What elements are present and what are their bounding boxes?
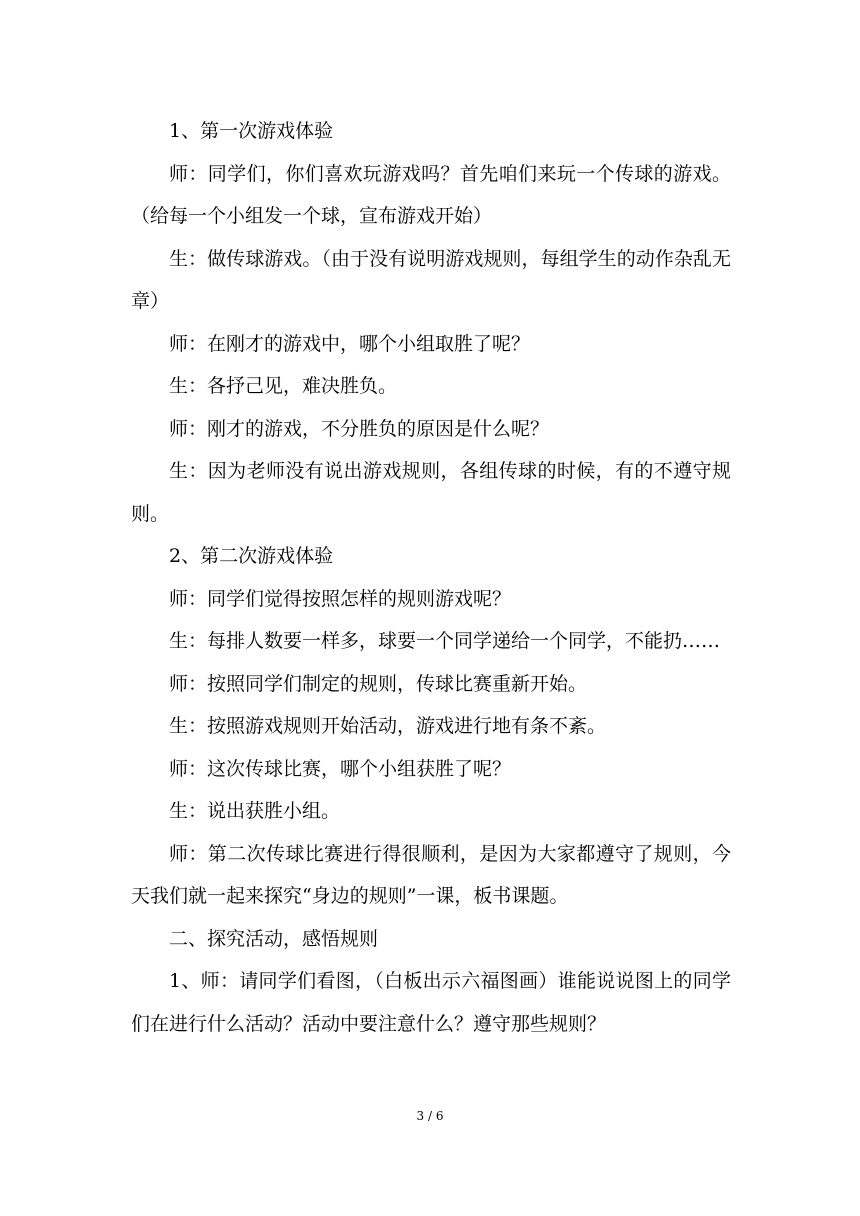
paragraph: 师：按照同学们制定的规则，传球比赛重新开始。 xyxy=(169,672,588,695)
paragraph: 师：同学们，你们喜欢玩游戏吗？首先咱们来玩一个传球的游戏。（给每一个小组发一个球，宣布游戏开始） xyxy=(131,162,731,227)
paragraph: 生：按照游戏规则开始活动，游戏进行地有条不紊。 xyxy=(169,715,607,737)
paragraph: 生：各抒己见，难决胜负。 xyxy=(169,375,398,397)
paragraph: 师：第二次传球比赛进行得很顺利，是因为大家都遵守了规则，今天我们就一起来探究“身边的规则”一课，板书课题。 xyxy=(131,842,731,907)
section-heading-explore: 二、探究活动，感悟规则 xyxy=(169,927,379,950)
paragraph: 师：这次传球比赛，哪个小组获胜了呢？ xyxy=(169,757,512,780)
paragraph: 师：在刚才的游戏中，哪个小组取胜了呢？ xyxy=(169,332,531,355)
document-body xyxy=(131,110,731,1045)
paragraph: 生：每排人数要一样多，球要一个同学递给一个同学，不能扔…… xyxy=(169,630,721,652)
paragraph: 1、师：请同学们看图，（白板出示六福图画）谁能说说图上的同学们在进行什么活动？活动中要注意什么？遵守那些规则？ xyxy=(131,970,731,1035)
section-heading-second-game: 2、第二次游戏体验 xyxy=(169,545,334,567)
paragraph: 生：做传球游戏。（由于没有说明游戏规则，每组学生的动作杂乱无章） xyxy=(131,247,731,312)
paragraph: 师：刚才的游戏，不分胜负的原因是什么呢？ xyxy=(169,417,550,440)
page-number: 3 / 6 xyxy=(416,1109,444,1123)
paragraph: 生：因为老师没有说出游戏规则，各组传球的时候，有的不遵守规则。 xyxy=(131,460,731,525)
section-heading-first-game: 1、第一次游戏体验 xyxy=(169,120,334,142)
paragraph: 生：说出获胜小组。 xyxy=(169,800,341,822)
paragraph: 师：同学们觉得按照怎样的规则游戏呢？ xyxy=(169,587,512,610)
